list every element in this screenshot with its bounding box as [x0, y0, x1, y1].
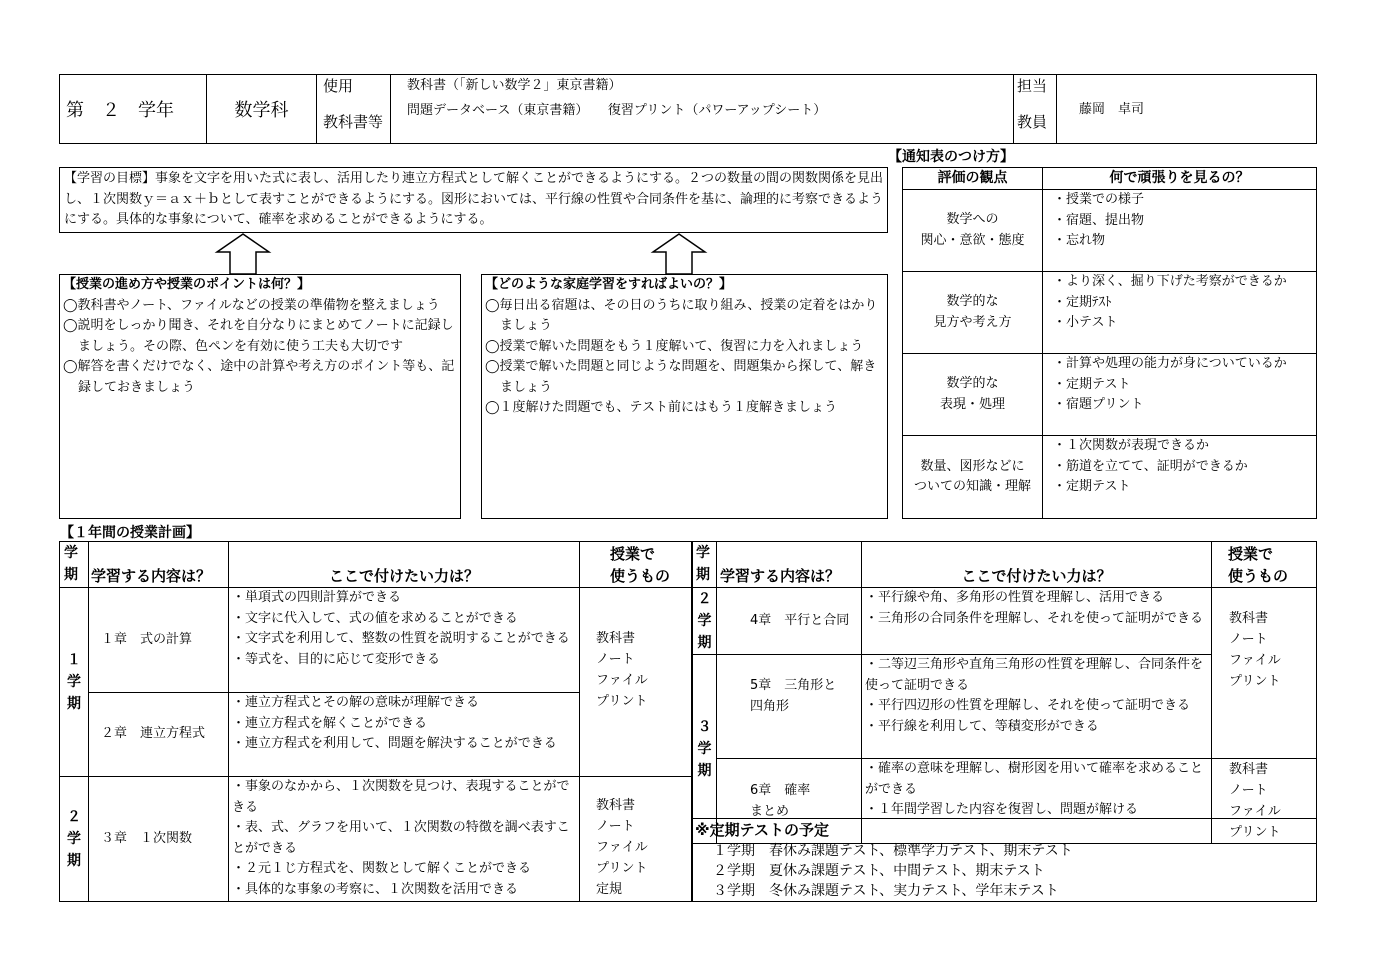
home-study-item: ◯毎日出る宿題は、その日のうちに取り組み、授業の定着をはかりましょう: [485, 297, 878, 333]
evaluation-header-evidence: 何で頑張りを見るの？: [1043, 168, 1317, 190]
term-label: ２ 学 期: [693, 588, 717, 655]
chapter-name: 4章 平行と合同: [717, 588, 862, 655]
teacher-label-cell: [1014, 75, 1057, 144]
evaluation-evidence: ・より深く、掘り下げた考察ができるか ・定期ﾃｽﾄ ・小テスト: [1043, 272, 1317, 354]
test-schedule-item: １学期 春休み課題テスト、標準学力テスト、期末テスト: [713, 843, 1073, 859]
subject-cell: [207, 75, 317, 144]
chapter-materials: 教科書 ノート ファイル プリント: [1212, 588, 1317, 759]
chapter-name: １章 式の計算: [89, 588, 229, 693]
lesson-point-item: ◯解答を書くだけでなく、途中の計算や考え方のポイント等も、記録しておきましょう: [63, 359, 455, 395]
chapter-skills: ・単項式の四則計算ができる ・文字に代入して、式の値を求めることができる ・文字式を利用して、整数の性質を説明することができる ・等式を、目的に応じて変形できる: [229, 588, 580, 693]
evaluation-table: [902, 167, 1317, 519]
arrow-up-icon: [650, 232, 710, 276]
goal-box: [59, 167, 888, 233]
home-study-box: [481, 274, 888, 519]
subject-label: 数学科: [234, 100, 289, 121]
home-study-item: ◯授業で解いた問題と同じような問題を、問題集から探して、解きましょう: [485, 359, 877, 395]
chapter-skills: ・確率の意味を理解し、樹形図を用いて確率を求めることができる ・１年間学習した内容を復習し、問題が解ける: [862, 759, 1212, 844]
plan-header-materials: 授業で 使うもの: [1212, 542, 1317, 588]
home-study-title: 【どのような家庭学習をすればよいの？】: [485, 277, 733, 292]
plan-header-content: 学習する内容は？: [89, 542, 229, 588]
teacher-name: 藤岡 卓司: [1079, 101, 1145, 117]
teacher-cell: [1057, 75, 1317, 144]
chapter-name: ２章 連立方程式: [89, 693, 229, 777]
home-study-item: ◯１度解けた問題でも、テスト前にはもう１度解きましょう: [485, 400, 838, 415]
chapter-materials: 教科書 ノート ファイル プリント: [580, 588, 692, 777]
chapter-skills: ・連立方程式とその解の意味が理解できる ・連立方程式を解くことができる ・連立方程式を利用して、問題を解決することができる: [229, 693, 580, 777]
teacher-label-bottom: 教員: [1017, 113, 1048, 131]
chapter-materials: 教科書 ノート ファイル プリント 定規: [580, 777, 692, 902]
textbook-line-1: 教科書（「新しい数学２」東京書籍）: [407, 78, 622, 93]
plan-header-content: 学習する内容は？: [717, 542, 862, 588]
textbook-label-cell: [317, 75, 391, 144]
header-table: [59, 74, 1317, 144]
textbook-cell: [391, 75, 1014, 144]
test-schedule-item: ２学期 夏休み課題テスト、中間テスト、期末テスト: [713, 863, 1045, 879]
evaluation-section-title: 【通知表のつけ方】: [888, 149, 1014, 165]
plan-header-materials: 授業で 使うもの: [580, 542, 692, 588]
plan-header-skills: ここで付けたい力は？: [862, 542, 1212, 588]
lesson-points-title: 【授業の進め方や授業のポイントは何？】: [63, 277, 311, 292]
tests-title: ※定期テストの予定: [695, 821, 829, 839]
textbook-line-2: 問題データベース（東京書籍） 復習プリント（パワーアップシート）: [407, 102, 827, 118]
grade-cell: [60, 75, 207, 144]
plan-section-title: 【１年間の授業計画】: [60, 525, 200, 541]
evaluation-evidence: ・授業での様子 ・宿題、提出物 ・忘れ物: [1043, 190, 1317, 272]
chapter-name: ３章 １次関数: [89, 777, 229, 902]
plan-table-left: [59, 541, 692, 902]
chapter-skills: ・平行線や角、多角形の性質を理解し、活用できる ・三角形の合同条件を理解し、それを使って証明ができる: [862, 588, 1212, 655]
arrow-up-icon: [214, 232, 274, 276]
lesson-point-item: ◯説明をしっかり聞き、それを自分なりにまとめてノートに記録しましょう。その際、色ペンを有効に使う工夫も大切です: [63, 318, 454, 354]
evaluation-viewpoint: 数学への 関心・意欲・態度: [903, 190, 1043, 272]
tests-box: [692, 818, 1317, 902]
plan-table-right: [692, 541, 1317, 844]
lesson-points-box: [59, 274, 461, 519]
term-label: １ 学 期: [60, 588, 89, 777]
evaluation-viewpoint: 数学的な 見方や考え方: [903, 272, 1043, 354]
test-schedule-item: ３学期 冬休み課題テスト、実力テスト、学年末テスト: [713, 883, 1059, 899]
grade-label: 第 ２ 学年: [66, 100, 174, 121]
textbook-label-bottom: 教科書等: [323, 113, 384, 131]
chapter-name: 5章 三角形と 四角形: [717, 655, 862, 759]
term-label: ２ 学 期: [60, 777, 89, 902]
chapter-skills: ・二等辺三角形や直角三角形の性質を理解し、合同条件を使って証明できる ・平行四辺形の性質を理解し、それを使って証明できる ・平行線を利用して、等積変形ができる: [862, 655, 1212, 759]
evaluation-viewpoint: 数量、図形などに ついての知識・理解: [903, 436, 1043, 519]
evaluation-viewpoint: 数学的な 表現・処理: [903, 354, 1043, 436]
term-label: ３ 学 期: [693, 655, 717, 844]
teacher-label-top: 担当: [1017, 77, 1048, 95]
chapter-materials: 教科書 ノート ファイル プリント: [1212, 759, 1317, 844]
lesson-point-item: ◯教科書やノート、ファイルなどの授業の準備物を整えましょう: [63, 297, 440, 313]
evaluation-evidence: ・１次関数が表現できるか ・筋道を立てて、証明ができるか ・定期テスト: [1043, 436, 1317, 519]
goal-text: 【学習の目標】事象を文字を用いた式に表し、活用したり連立方程式として解くことができるようにする。２つの数量の間の関数関係を見出し、１次関数ｙ＝ａｘ＋ｂとして表すことができるようにする。図形においては、平行線の性質や合同条件を基に、論理的に考察できるようにする。具体的な事象について、確率を求めることができるようにする。: [64, 171, 884, 227]
plan-header-term: 学 期: [60, 542, 89, 588]
home-study-item: ◯授業で解いた問題をもう１度解いて、復習に力を入れましょう: [485, 338, 864, 354]
textbook-label-top: 使用: [323, 77, 354, 95]
plan-header-term: 学 期: [693, 542, 717, 588]
plan-header-skills: ここで付けたい力は？: [229, 542, 580, 588]
chapter-skills: ・事象のなかから、１次関数を見つけ、表現することができる ・表、式、グラフを用いて、１次関数の特徴を調べ表すことができる ・２元１じ方程式を、関数として解くことができる ・具体的な事象の考察に、１次関数を活用できる: [229, 777, 580, 902]
evaluation-evidence: ・計算や処理の能力が身についているか ・定期テスト ・宿題プリント: [1043, 354, 1317, 436]
evaluation-header-viewpoint: 評価の観点: [903, 168, 1043, 190]
chapter-name: 6章 確率 まとめ: [717, 759, 862, 844]
